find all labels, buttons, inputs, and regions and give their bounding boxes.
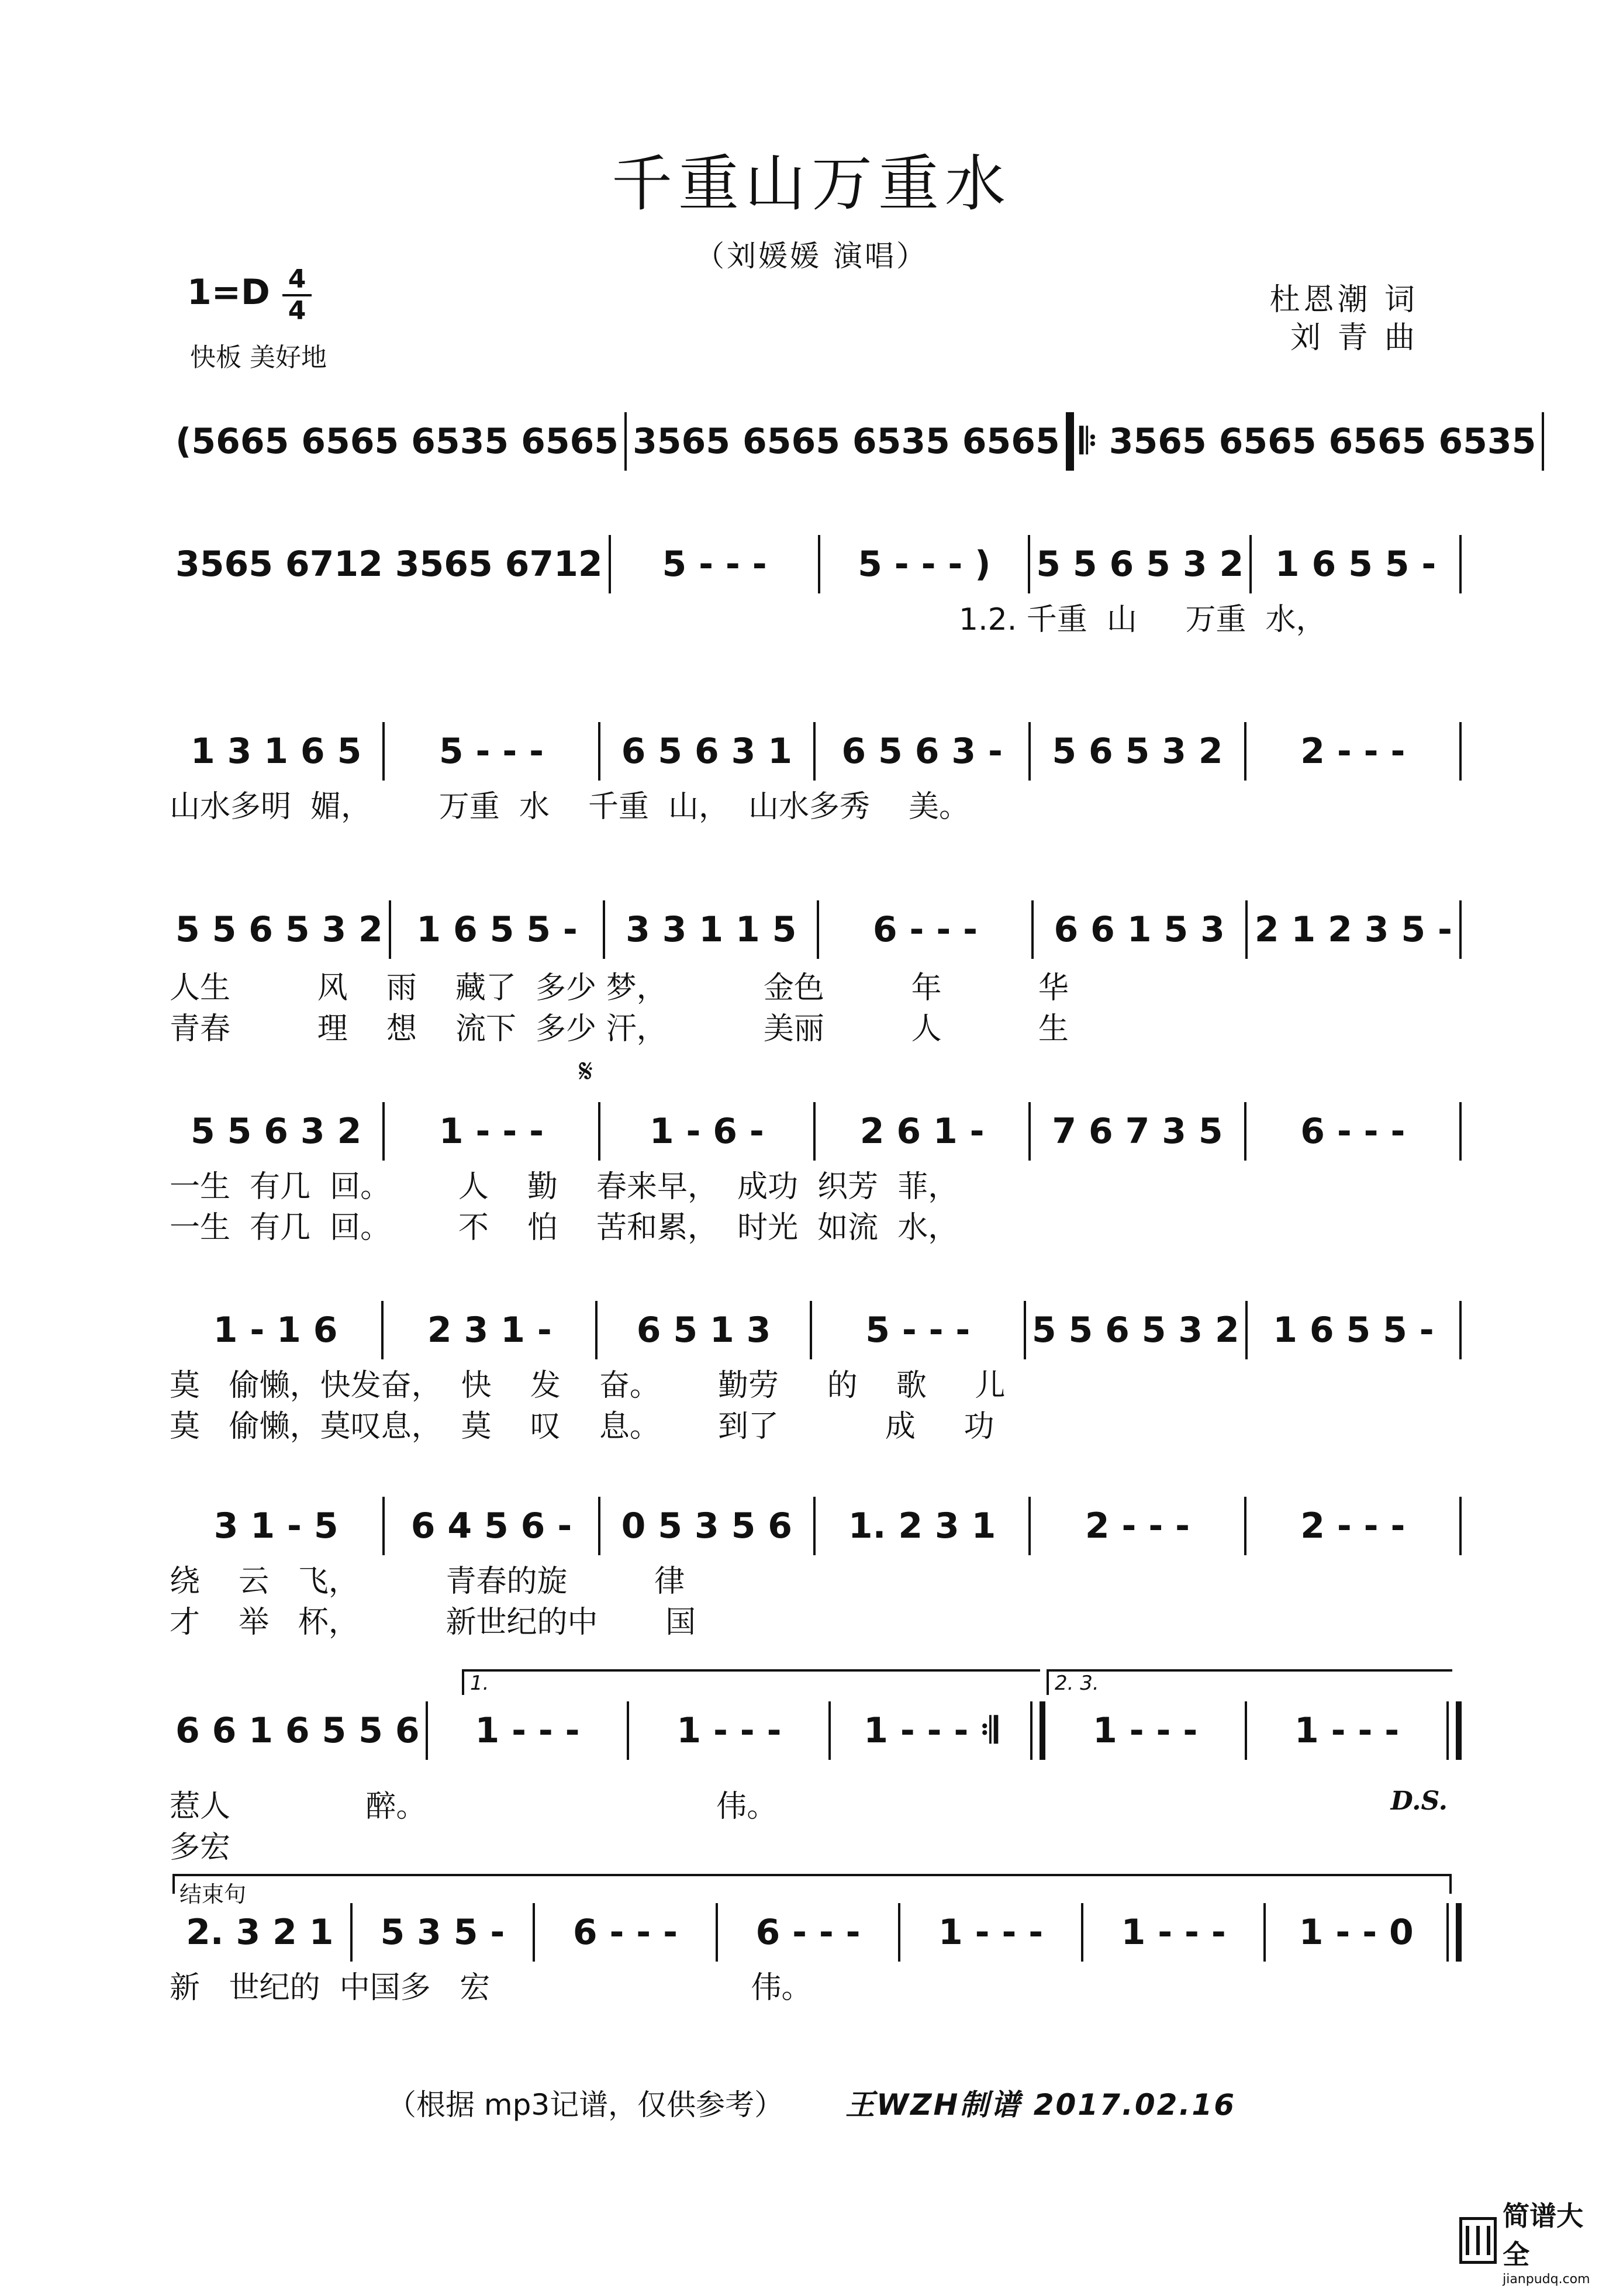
measure: 7 6 7 3 5 <box>1052 1111 1223 1152</box>
measure: 5 5 6 5 3 2 <box>175 909 383 950</box>
score-row-4 <box>170 886 1462 973</box>
time-top: 4 <box>288 264 306 294</box>
song-title: 千重山万重水 <box>611 148 1011 219</box>
first-ending-label: 1. <box>470 1672 489 1695</box>
lyrics-row-5a: 一生 有几 回。 人 勤 春来早， 成功 织芳 菲， <box>170 1169 959 1204</box>
score-row-8 <box>170 1687 1462 1774</box>
piano-icon <box>1459 2217 1497 2264</box>
measure: 1 - - - <box>1294 1710 1400 1751</box>
lyrics-row-4a: 人生 风 雨 藏了 多少 梦， 金色 年 华 <box>170 971 1069 1006</box>
measure: 6 5 6 3 - <box>841 731 1003 772</box>
lyrics-row-8a: 惹人 醉。 伟。 <box>170 1789 778 1824</box>
coda-label: 结束句 <box>179 1881 247 1907</box>
measure: 2 - - - <box>1085 1506 1190 1546</box>
lyrics-row-2: 1.2. 千重 山 万重 水， <box>959 602 1327 637</box>
lyrics-row-6a: 莫 偷懒，快发奋， 快 发 奋。 勤劳 的 歌 儿 <box>170 1368 1006 1403</box>
measure: 5 5 6 3 2 <box>191 1111 362 1152</box>
segno-sign: 𝄋 <box>579 1052 593 1090</box>
measure: 1 - - - <box>1093 1710 1198 1751</box>
time-bottom: 4 <box>288 296 306 326</box>
measure: 1 6 5 5 - <box>1273 1310 1434 1351</box>
measure: 5 5 6 5 3 2 <box>1031 1310 1239 1351</box>
measure: 5 6 5 3 2 <box>1052 731 1223 772</box>
measure: 1 - - - 𝄇 <box>864 1710 998 1751</box>
measure: 5 5 6 5 3 2 <box>1036 544 1244 585</box>
score-row-7 <box>170 1482 1462 1570</box>
measure: 6 5 1 3 <box>636 1310 771 1351</box>
logo-text: 简谱大全 <box>1503 2200 1584 2270</box>
score-row-1 <box>170 398 1536 485</box>
second-ending-label: 2. 3. <box>1055 1672 1099 1695</box>
measure: 3 1 - 5 <box>213 1506 339 1546</box>
measure: 5 - - - ) <box>858 544 991 585</box>
measure: 3565 6712 3565 6712 <box>175 544 603 585</box>
measure: 2 6 1 - <box>859 1111 985 1152</box>
measure: 1 3 1 6 5 <box>191 731 362 772</box>
measure: 6 - - - <box>755 1912 861 1953</box>
lyrics-row-3: 山水多明 媚， 万重 水 千重 山， 山水多秀 美。 <box>170 789 970 824</box>
measure: 1 - 6 - <box>649 1111 764 1152</box>
footer <box>0 2081 1623 2124</box>
measure: 2. 3 2 1 <box>186 1912 334 1953</box>
measure: 1 6 5 5 - <box>1275 544 1436 585</box>
measure: 6 4 5 6 - <box>410 1506 572 1546</box>
tempo-marking: 快板 美好地 <box>190 343 327 372</box>
measure: 2 - - - <box>1300 1506 1406 1546</box>
measure: 1 - - - <box>475 1710 580 1751</box>
measure: 1 - - 0 <box>1299 1912 1414 1953</box>
lyrics-row-9: 新 世纪的 中国多 宏 伟。 <box>170 1970 812 2005</box>
measure: 0 5 3 5 6 <box>621 1506 792 1546</box>
composer: 刘 青 曲 <box>1290 320 1418 355</box>
lyrics-row-8b: 多宏 <box>170 1830 231 1865</box>
logo-url: jianpudq.com <box>1503 2271 1590 2287</box>
measure: 6 6 1 6 5 5 6 <box>175 1710 420 1751</box>
measure: 6 5 6 3 1 <box>621 731 792 772</box>
measure: 1. 2 3 1 <box>848 1506 996 1546</box>
measure: 1 - - - <box>1121 1912 1226 1953</box>
measure: 1 - 1 6 <box>213 1310 338 1351</box>
lyrics-row-7b: 才 举 杯， 新世纪的中 国 <box>170 1605 696 1640</box>
footer-note: （根据 mp3记谱，仅供参考） <box>386 2088 784 2122</box>
key-signature: 1=D <box>187 272 270 313</box>
score-row-3 <box>170 707 1462 795</box>
score-row-9 <box>170 1888 1462 1976</box>
lyrics-row-4b: 青春 理 想 流下 多少 汗， 美丽 人 生 <box>170 1011 1069 1047</box>
measure: 3565 6565 6535 6565 <box>633 421 1060 462</box>
lyricist: 杜恩潮 词 <box>1269 282 1418 317</box>
score-row-2 <box>170 520 1462 608</box>
time-signature <box>282 266 312 324</box>
measure: 𝄆 3565 6565 6565 6535 <box>1079 421 1536 462</box>
measure: 1 - - - <box>676 1710 782 1751</box>
score-row-6 <box>170 1286 1462 1374</box>
measure: 1 - - - <box>938 1912 1044 1953</box>
measure: 6 6 1 5 3 <box>1054 909 1225 950</box>
measure: 5 - - - <box>662 544 767 585</box>
measure: 6 - - - <box>1300 1111 1406 1152</box>
site-logo <box>1459 2200 1600 2287</box>
lyrics-row-5b: 一生 有几 回。 不 怕 苦和累， 时光 如流 水， <box>170 1210 959 1245</box>
score-row-5 <box>170 1087 1462 1175</box>
footer-maker: 王WZH制谱 2017.02.16 <box>845 2088 1237 2122</box>
measure: 5 - - - <box>865 1310 971 1351</box>
measure: 5 - - - <box>438 731 544 772</box>
measure: 1 6 5 5 - <box>416 909 578 950</box>
measure: 6 - - - <box>572 1912 678 1953</box>
performer: （刘媛媛 演唱） <box>695 239 928 273</box>
measure: 2 - - - <box>1300 731 1406 772</box>
measure: 1 - - - <box>438 1111 544 1152</box>
ds-marking: D.S. <box>1390 1786 1448 1816</box>
measure: 2 3 1 - <box>427 1310 552 1351</box>
measure: 2 1 2 3 5 - <box>1254 909 1452 950</box>
measure: 3 3 1 1 5 <box>626 909 797 950</box>
measure: 6 - - - <box>872 909 978 950</box>
measure: 5 3 5 - <box>380 1912 505 1953</box>
lyrics-row-6b: 莫 偷懒，莫叹息， 莫 叹 息。 到了 成 功 <box>170 1409 994 1444</box>
measure: (5665 6565 6535 6565 <box>175 421 619 462</box>
lyrics-row-7a: 绕 云 飞， 青春的旋 律 <box>170 1564 685 1599</box>
